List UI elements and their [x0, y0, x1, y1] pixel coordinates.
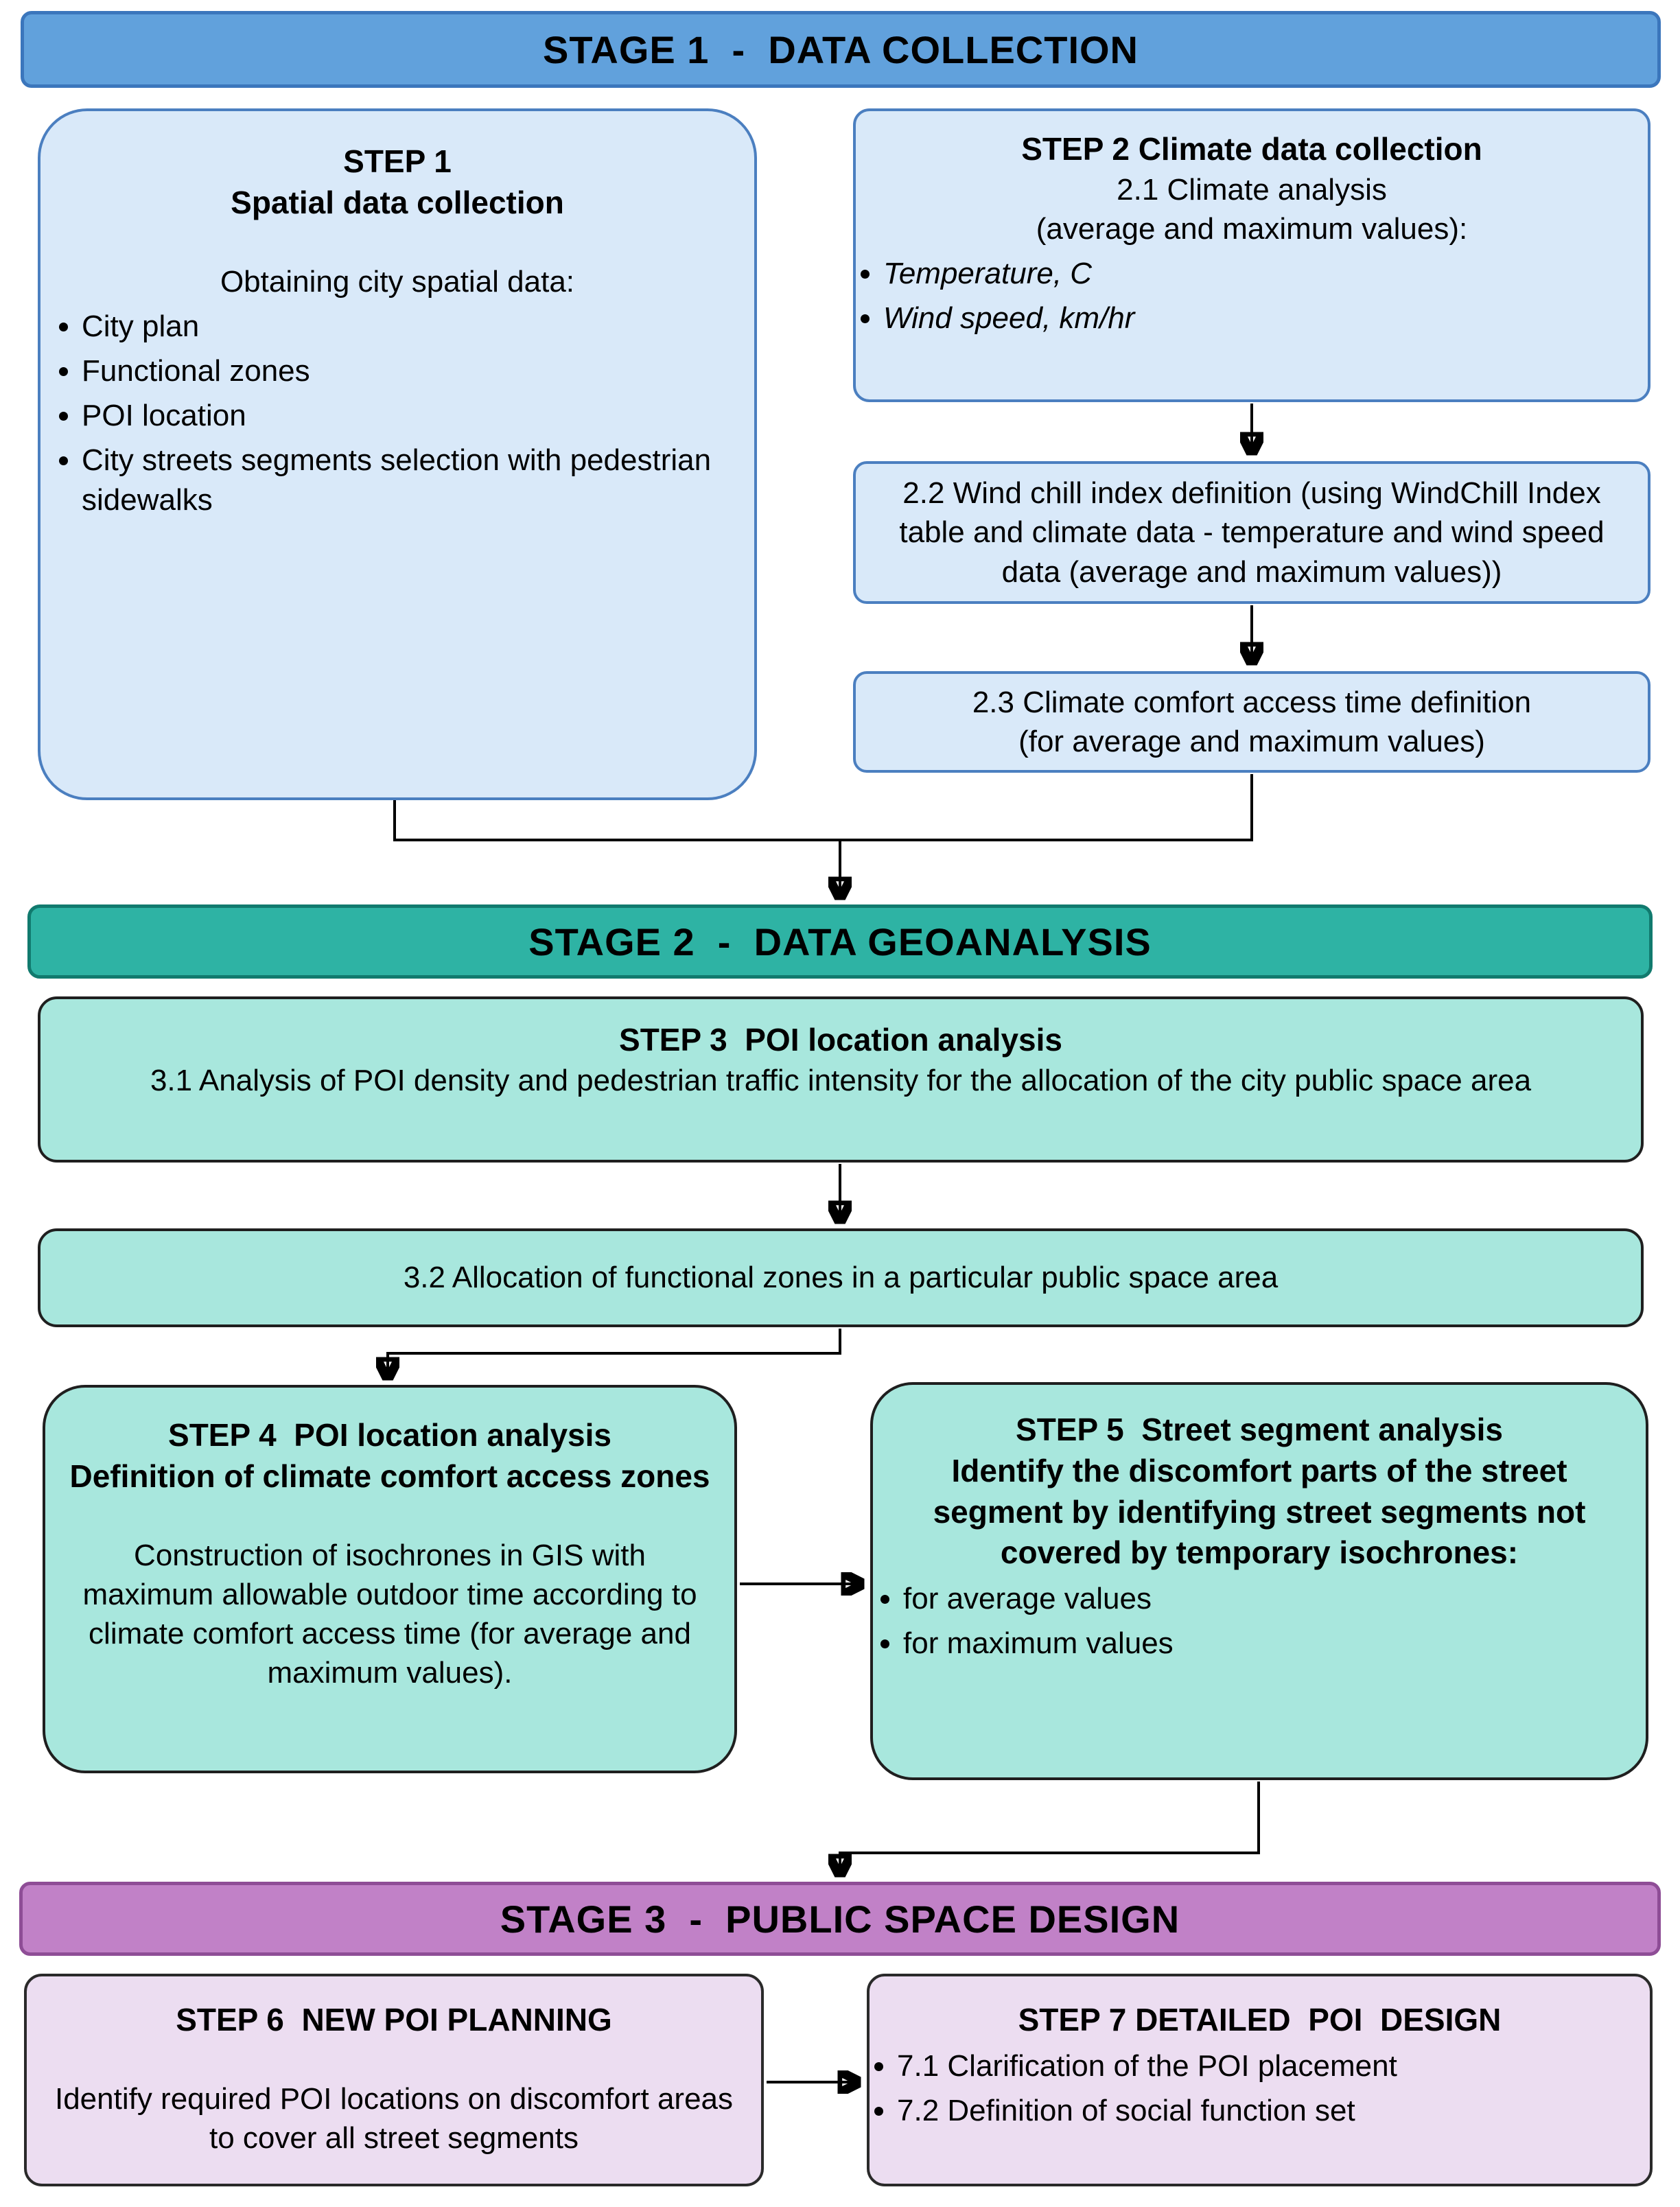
list-item: • Wind speed, km/hr [883, 299, 1134, 338]
list-item: • 7.2 Definition of social function set [897, 2091, 1397, 2130]
step4-title-line1: STEP 4 POI location analysis [168, 1417, 611, 1453]
step3-box [38, 996, 1644, 1163]
step5-bullet-list [903, 1579, 1615, 1663]
stage1-header-title: STAGE 1 - DATA COLLECTION [542, 27, 1139, 71]
step23-box [853, 671, 1650, 773]
stage3-header-bar [19, 1882, 1661, 1956]
list-item: • City streets segments selection with pedestrian sidewalks [82, 441, 713, 519]
arrow-32-to-step4 [388, 1329, 840, 1378]
list-item: • Temperature, C [883, 254, 1134, 293]
step7-title: STEP 7 DETAILED POI DESIGN [1018, 2002, 1502, 2037]
step1-intro: Obtaining city spatial data: [220, 264, 575, 299]
step7-box [867, 1974, 1653, 2186]
step2-sub-line1: 2.1 Climate analysis [1117, 172, 1387, 207]
step1-bullet-list [82, 307, 713, 519]
step5-box [870, 1382, 1648, 1780]
list-item: • POI location [82, 396, 713, 435]
stage2-header-bar [27, 904, 1653, 979]
step6-box [24, 1974, 764, 2186]
step22-text: 2.2 Wind chill index definition (using WindChill Index table and climate data - temperature and wind speed data (average and maximum values)) [899, 476, 1605, 589]
step1-box [38, 108, 757, 800]
step23-line2: (for average and maximum values) [1018, 725, 1485, 758]
step3-title: STEP 3 POI location analysis [619, 1022, 1062, 1058]
step2-box [853, 108, 1650, 402]
stage3-header-title: STAGE 3 - PUBLIC SPACE DESIGN [500, 1897, 1180, 1941]
step6-title: STEP 6 NEW POI PLANNING [176, 2002, 612, 2037]
step32-text: 3.2 Allocation of functional zones in a particular public space area [403, 1261, 1279, 1295]
step4-body: Construction of isochrones in GIS with maximum allowable outdoor time according to climate comfort access time (for average and maximum values). [82, 1538, 697, 1690]
list-item: • 7.1 Clarification of the POI placement [897, 2046, 1397, 2086]
step2-bullet-list [883, 254, 1134, 338]
step32-box [38, 1228, 1644, 1327]
step23-line1: 2.3 Climate comfort access time definition [972, 685, 1532, 719]
step7-bullet-list [897, 2046, 1397, 2130]
step4-title-line2: Definition of climate comfort access zones [69, 1458, 710, 1494]
list-item: • for maximum values [903, 1624, 1615, 1663]
stage2-header-title: STAGE 2 - DATA GEOANALYSIS [528, 920, 1152, 964]
step1-title-line2: Spatial data collection [231, 184, 564, 220]
step22-box [853, 461, 1650, 604]
step5-title-line2: Identify the discomfort parts of the street segment by identifying street segments not covered by temporary isochrones: [933, 1452, 1595, 1571]
list-item: • Functional zones [82, 351, 713, 390]
list-item: • for average values [903, 1579, 1615, 1618]
step3-body: 3.1 Analysis of POI density and pedestrian traffic intensity for the allocation of the city public space area [150, 1063, 1532, 1097]
step6-body: Identify required POI locations on discomfort areas to cover all street segments [54, 2081, 734, 2155]
step4-box [43, 1385, 737, 1773]
step1-title-line1: STEP 1 [343, 143, 452, 179]
step2-sub-line2: (average and maximum values): [1036, 211, 1468, 246]
step5-title-line1: STEP 5 Street segment analysis [1016, 1412, 1503, 1447]
list-item: • City plan [82, 307, 713, 346]
step2-title: STEP 2 Climate data collection [1021, 131, 1482, 167]
arrow-step5-to-stage3 [840, 1782, 1259, 1875]
stage1-header-bar [21, 11, 1661, 88]
